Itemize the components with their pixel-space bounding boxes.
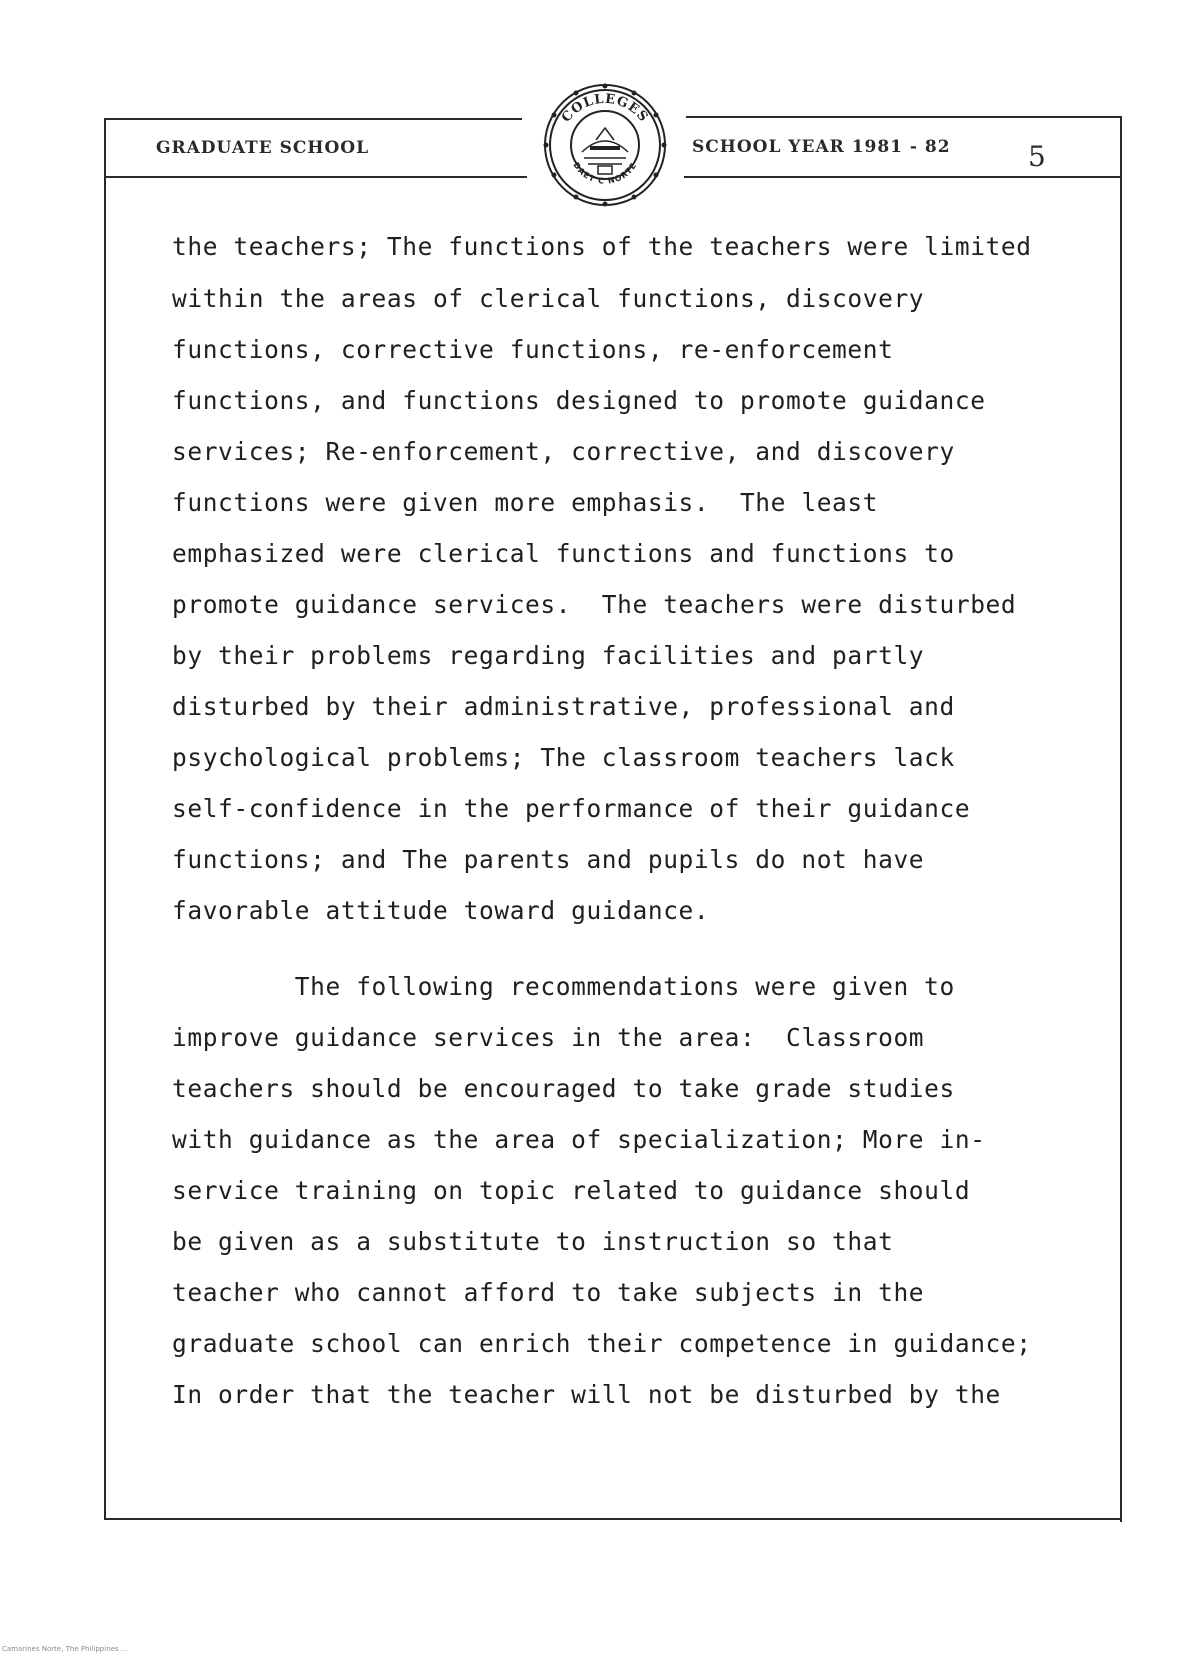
header-bottom-rule-left xyxy=(104,176,527,178)
text-line: by their problems regarding facilities and partly xyxy=(172,641,925,670)
text-line: improve guidance services in the area: Classroom xyxy=(172,1023,925,1052)
text-line: be given as a substitute to instruction so that xyxy=(172,1227,894,1256)
header-right-label: SCHOOL YEAR 1981 - 82 xyxy=(692,137,951,157)
text-line: disturbed by their administrative, professional and xyxy=(172,692,955,721)
text-line: The following recommendations were given to xyxy=(172,972,955,1001)
text-line: functions were given more emphasis. The least xyxy=(172,488,879,517)
text-line: functions, and functions designed to promote guidance xyxy=(172,386,986,415)
text-line: services; Re-enforcement, corrective, and discovery xyxy=(172,437,955,466)
text-line: functions, corrective functions, re-enforcement xyxy=(172,335,894,364)
page-number: 5 xyxy=(1028,140,1046,173)
header-top-rule-left xyxy=(104,118,522,120)
text-line: psychological problems; The classroom teachers lack xyxy=(172,743,955,772)
text-line: In order that the teacher will not be disturbed by the xyxy=(172,1380,1001,1409)
text-line: teachers should be encouraged to take grade studies xyxy=(172,1074,955,1103)
frame-left-rule xyxy=(104,118,106,1520)
seal-top-text: COLLEGES xyxy=(558,91,652,126)
frame-bottom-rule xyxy=(104,1518,1122,1520)
header-bottom-rule-right xyxy=(684,176,1120,178)
header-top-rule-right xyxy=(686,116,1120,118)
text-line: favorable attitude toward guidance. xyxy=(172,896,710,925)
text-line: functions; and The parents and pupils do not have xyxy=(172,845,925,874)
text-line: service training on topic related to guidance should xyxy=(172,1176,971,1205)
college-seal-icon xyxy=(540,82,670,208)
text-line: promote guidance services. The teachers were disturbed xyxy=(172,590,1017,619)
header-left-label: GRADUATE SCHOOL xyxy=(155,138,370,158)
text-line: graduate school can enrich their competence in guidance; xyxy=(172,1329,1032,1358)
svg-text:COLLEGES xyxy=(559,92,651,126)
text-line: the teachers; The functions of the teachers were limited xyxy=(172,232,1032,261)
text-line: self-confidence in the performance of their guidance xyxy=(172,794,971,823)
seal-bottom-text: DAET C NORTE xyxy=(571,160,639,186)
text-line: emphasized were clerical functions and functions to xyxy=(172,539,955,568)
text-line: within the areas of clerical functions, discovery xyxy=(172,284,925,313)
text-line: with guidance as the area of specialization; More in- xyxy=(172,1125,986,1154)
footer-note: Camarines Norte, The Philippines ... xyxy=(2,1645,128,1653)
text-line: teacher who cannot afford to take subjects in the xyxy=(172,1278,925,1307)
frame-right-rule xyxy=(1120,116,1122,1522)
